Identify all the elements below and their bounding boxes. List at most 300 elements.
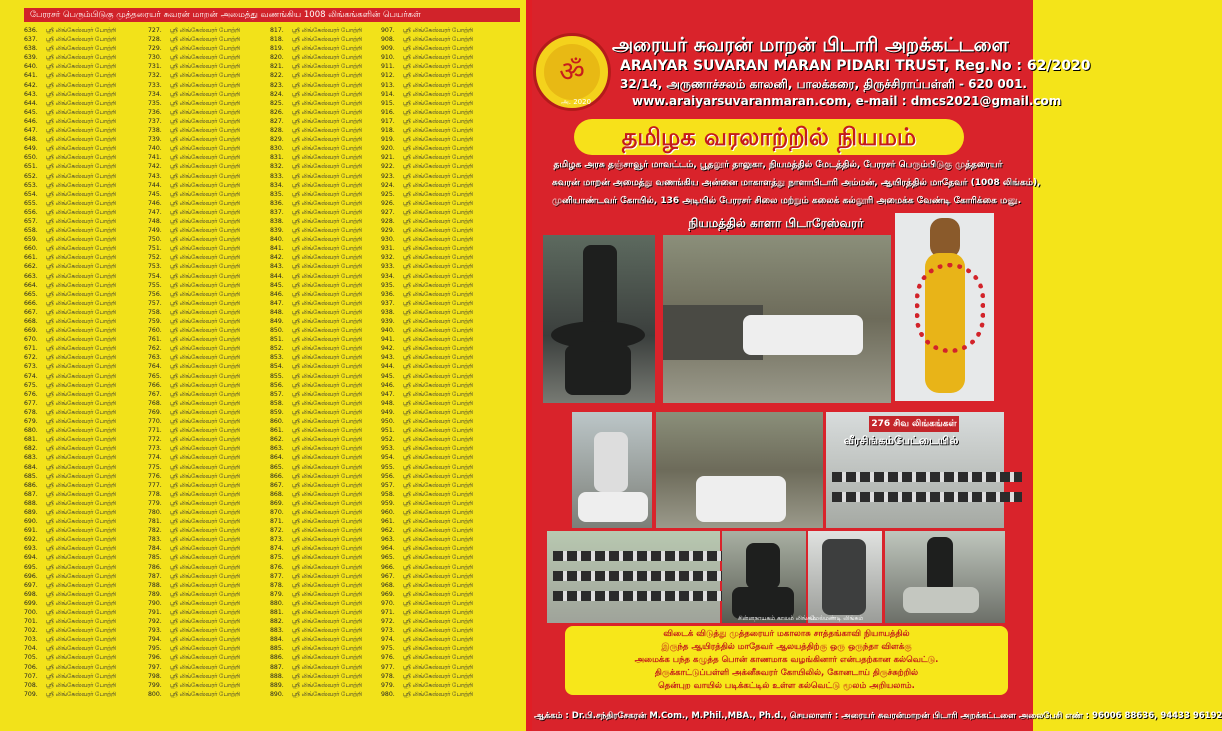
entry-text: ஸ்ரீ லிங்கேஸ்வரர் போற்றி xyxy=(170,27,241,34)
entry-number: 670. xyxy=(24,336,38,344)
entry-text: ஸ்ரீ லிங்கேஸ்வரர் போற்றி xyxy=(170,199,241,207)
entry-text: ஸ்ரீ லிங்கேஸ்வரர் போற்றி xyxy=(46,581,117,589)
name-entry xyxy=(148,262,273,271)
entry-number: 959. xyxy=(381,499,395,507)
entry-text: ஸ்ரீ லிங்கேஸ்வரர் போற்றி xyxy=(46,590,117,598)
name-entry xyxy=(270,644,395,653)
entry-number: 976. xyxy=(381,654,395,662)
entry-number: 772. xyxy=(148,436,162,444)
entry-text: ஸ்ரீ லிங்கேஸ்வரர் போற்றி xyxy=(292,227,363,235)
entry-text: ஸ்ரீ லிங்கேஸ்வரர் போற்றி xyxy=(292,681,363,689)
entry-number: 928. xyxy=(381,217,395,225)
name-entry xyxy=(381,317,506,326)
name-entry xyxy=(270,681,395,690)
entry-number: 919. xyxy=(381,136,395,144)
entry-number: 750. xyxy=(148,236,162,244)
om-icon: ॐ xyxy=(559,55,585,88)
entry-text: ஸ்ரீ லிங்கேஸ்வரர் போற்றி xyxy=(403,563,474,571)
names-column-1 xyxy=(24,26,149,706)
entry-text: ஸ்ரீ லிங்கேஸ்வரர் போற்றி xyxy=(292,63,363,71)
entry-number: 752. xyxy=(148,254,162,262)
name-entry xyxy=(24,99,149,108)
entry-text: ஸ்ரீ லிங்கேஸ்வரர் போற்றி xyxy=(292,672,363,680)
name-entry xyxy=(270,326,395,335)
name-entry xyxy=(270,508,395,517)
entry-text: ஸ்ரீ லிங்கேஸ்வரர் போற்றி xyxy=(403,445,474,453)
name-entry xyxy=(270,517,395,526)
entry-number: 787. xyxy=(148,572,162,580)
name-entry xyxy=(24,35,149,44)
name-entry xyxy=(381,281,506,290)
name-entry xyxy=(270,553,395,562)
photo-lingam-5 xyxy=(808,531,882,623)
name-entry xyxy=(24,381,149,390)
name-entry xyxy=(148,90,273,99)
entry-text: ஸ்ரீ லிங்கேஸ்வரர் போற்றி xyxy=(403,581,474,589)
entry-number: 696. xyxy=(24,572,38,580)
entry-number: 742. xyxy=(148,163,162,171)
entry-number: 860. xyxy=(270,418,284,426)
entry-text: ஸ்ரீ லிங்கேஸ்வரர் போற்றி xyxy=(292,390,363,398)
name-entry xyxy=(381,553,506,562)
entry-number: 702. xyxy=(24,627,38,635)
entry-number: 695. xyxy=(24,563,38,571)
name-entry xyxy=(24,644,149,653)
entry-number: 682. xyxy=(24,445,38,453)
entry-text: ஸ்ரீ லிங்கேஸ்வரர் போற்றி xyxy=(403,345,474,353)
name-entry xyxy=(24,408,149,417)
entry-number: 791. xyxy=(148,609,162,616)
name-entry xyxy=(381,53,506,62)
entry-text: ஸ்ரீ லிங்கேஸ்வரர் போற்றி xyxy=(46,499,117,507)
caption-top: நியமத்தில் காளா பிடாரேஸ்வரர் xyxy=(688,216,864,230)
entry-number: 678. xyxy=(24,408,38,416)
entry-number: 825. xyxy=(270,99,284,107)
entry-number: 948. xyxy=(381,399,395,407)
entry-number: 824. xyxy=(270,90,284,98)
entry-text: ஸ்ரீ லிங்கேஸ்வரர் போற்றி xyxy=(403,272,474,280)
entry-number: 922. xyxy=(381,163,395,171)
main-banner: தமிழக வரலாற்றில் நியமம் xyxy=(574,119,964,155)
entry-number: 782. xyxy=(148,527,162,535)
entry-number: 935. xyxy=(381,281,395,289)
entry-number: 842. xyxy=(270,254,284,262)
entry-number: 737. xyxy=(148,117,162,125)
name-entry xyxy=(24,199,149,208)
photo-lingam-field xyxy=(547,531,720,623)
name-entry xyxy=(270,35,395,44)
entry-text: ஸ்ரீ லிங்கேஸ்வரர் போற்றி xyxy=(292,363,363,371)
entry-text: ஸ்ரீ லிங்கேஸ்வரர் போற்றி xyxy=(292,645,363,653)
entry-text: ஸ்ரீ லிங்கேஸ்வரர் போற்றி xyxy=(403,127,474,135)
entry-text: ஸ்ரீ லிங்கேஸ்வரர் போற்றி xyxy=(46,290,117,298)
entry-number: 648. xyxy=(24,136,38,144)
entry-number: 858. xyxy=(270,399,284,407)
name-entry xyxy=(148,608,273,617)
entry-text: ஸ்ரீ லிங்கேஸ்வரர் போற்றி xyxy=(170,81,241,89)
entry-number: 924. xyxy=(381,181,395,189)
entry-text: ஸ்ரீ லிங்கேஸ்வரர் போற்றி xyxy=(292,563,363,571)
entry-text: ஸ்ரீ லிங்கேஸ்வரர் போற்றி xyxy=(403,363,474,371)
entry-number: 916. xyxy=(381,108,395,116)
entry-number: 945. xyxy=(381,372,395,380)
entry-number: 656. xyxy=(24,208,38,216)
entry-number: 689. xyxy=(24,508,38,516)
entry-text: ஸ்ரீ லிங்கேஸ்வரர் போற்றி xyxy=(292,181,363,189)
entry-number: 640. xyxy=(24,63,38,71)
entry-text: ஸ்ரீ லிங்கேஸ்வரர் போற்றி xyxy=(403,654,474,662)
entry-number: 785. xyxy=(148,554,162,562)
entry-number: 950. xyxy=(381,418,395,426)
entry-text: ஸ்ரீ லிங்கேஸ்வரர் போற்றி xyxy=(403,90,474,98)
name-entry xyxy=(381,190,506,199)
entry-text: ஸ்ரீ லிங்கேஸ்வரர் போற்றி xyxy=(403,190,474,198)
notice-line-1: விடைக் விடுத்து முத்தரையர் மகாலாசு சாத்தங்காவி நியாயத்தில் xyxy=(663,629,910,639)
entry-text: ஸ்ரீ லிங்கேஸ்வரர் போற்றி xyxy=(292,281,363,289)
entry-text: ஸ்ரீ லிங்கேஸ்வரர் போற்றி xyxy=(292,636,363,644)
entry-text: ஸ்ரீ லிங்கேஸ்வரர் போற்றி xyxy=(170,181,241,189)
entry-number: 757. xyxy=(148,299,162,307)
name-entry xyxy=(270,453,395,462)
name-entry xyxy=(270,544,395,553)
name-entry xyxy=(148,399,273,408)
entry-text: ஸ்ரீ லிங்கேஸ்வரர் போற்றி xyxy=(403,108,474,116)
entry-text: ஸ்ரீ லிங்கேஸ்வரர் போற்றி xyxy=(46,636,117,644)
entry-text: ஸ்ரீ லிங்கேஸ்வரர் போற்றி xyxy=(170,454,241,462)
entry-text: ஸ்ரீ லிங்கேஸ்வரர் போற்றி xyxy=(46,599,117,607)
name-entry xyxy=(270,590,395,599)
entry-text: ஸ்ரீ லிங்கேஸ்வரர் போற்றி xyxy=(170,227,241,235)
entry-number: 743. xyxy=(148,172,162,180)
entry-text: ஸ்ரீ லிங்கேஸ்வரர் போற்றி xyxy=(46,263,117,271)
entry-text: ஸ்ரீ லிங்கேஸ்வரர் போற்றி xyxy=(46,208,117,216)
name-entry xyxy=(24,144,149,153)
name-entry xyxy=(24,490,149,499)
entry-number: 844. xyxy=(270,272,284,280)
entry-text: ஸ்ரீ லிங்கேஸ்வரர் போற்றி xyxy=(46,299,117,307)
entry-text: ஸ்ரீ லிங்கேஸ்வரர் போற்றி xyxy=(292,99,363,107)
entry-text: ஸ்ரீ லிங்கேஸ்வரர் போற்றி xyxy=(403,645,474,653)
entry-text: ஸ்ரீ லிங்கேஸ்வரர் போற்றி xyxy=(46,190,117,198)
entry-text: ஸ்ரீ லிங்கேஸ்வரர் போற்றி xyxy=(403,318,474,325)
name-entry xyxy=(24,117,149,126)
entry-number: 838. xyxy=(270,217,284,225)
entry-text: ஸ்ரீ லிங்கேஸ்வரர் போற்றி xyxy=(46,572,117,580)
entry-number: 730. xyxy=(148,54,162,62)
entry-text: ஸ்ரீ லிங்கேஸ்வரர் போற்றி xyxy=(170,145,241,153)
entry-number: 929. xyxy=(381,227,395,235)
entry-text: ஸ்ரீ லிங்கேஸ்வரர் போற்றி xyxy=(170,399,241,407)
entry-text: ஸ்ரீ லிங்கேஸ்வரர் போற்றி xyxy=(46,136,117,144)
entry-text: ஸ்ரீ லிங்கேஸ்வரர் போற்றி xyxy=(403,181,474,189)
name-entry xyxy=(148,162,273,171)
entry-number: 952. xyxy=(381,436,395,444)
trust-address: 32/14, அருணாச்சலம் காலனி, பாலக்கரை, திருச்சிராப்பள்ளி - 620 001. xyxy=(620,77,1027,91)
entry-number: 699. xyxy=(24,599,38,607)
name-entry xyxy=(148,408,273,417)
entry-number: 958. xyxy=(381,490,395,498)
entry-text: ஸ்ரீ லிங்கேஸ்வரர் போற்றி xyxy=(403,254,474,262)
entry-number: 740. xyxy=(148,145,162,153)
entry-number: 642. xyxy=(24,81,38,89)
name-entry xyxy=(270,199,395,208)
entry-number: 867. xyxy=(270,481,284,489)
name-entry xyxy=(381,335,506,344)
entry-number: 953. xyxy=(381,445,395,453)
entry-number: 828. xyxy=(270,127,284,135)
name-entry xyxy=(270,281,395,290)
entry-text: ஸ்ரீ லிங்கேஸ்வரர் போற்றி xyxy=(403,508,474,516)
name-entry xyxy=(381,117,506,126)
name-entry xyxy=(270,290,395,299)
name-entry xyxy=(24,453,149,462)
entry-text: ஸ்ரீ லிங்கேஸ்வரர் போற்றி xyxy=(46,108,117,116)
name-entry xyxy=(270,690,395,699)
name-entry xyxy=(270,617,395,626)
entry-text: ஸ்ரீ லிங்கேஸ்வரர் போற்றி xyxy=(170,518,241,526)
entry-number: 973. xyxy=(381,627,395,635)
entry-text: ஸ்ரீ லிங்கேஸ்வரர் போற்றி xyxy=(403,27,474,34)
entry-number: 706. xyxy=(24,663,38,671)
entry-text: ஸ்ரீ லிங்கேஸ்வரர் போற்றி xyxy=(170,545,241,553)
entry-number: 768. xyxy=(148,399,162,407)
entry-text: ஸ்ரீ லிங்கேஸ்வரர் போற்றி xyxy=(403,136,474,144)
entry-number: 829. xyxy=(270,136,284,144)
entry-number: 733. xyxy=(148,81,162,89)
name-entry xyxy=(24,235,149,244)
entry-number: 839. xyxy=(270,227,284,235)
entry-text: ஸ்ரீ லிங்கேஸ்வரர் போற்றி xyxy=(292,318,363,325)
entry-text: ஸ்ரீ லிங்கேஸ்வரர் போற்றி xyxy=(46,172,117,180)
name-entry xyxy=(381,35,506,44)
name-entry xyxy=(270,535,395,544)
name-entry xyxy=(24,463,149,472)
entry-text: ஸ்ரீ லிங்கேஸ்வரர் போற்றி xyxy=(170,590,241,598)
entry-number: 822. xyxy=(270,72,284,80)
entry-text: ஸ்ரீ லிங்கேஸ்வரர் போற்றி xyxy=(46,72,117,80)
entry-number: 827. xyxy=(270,117,284,125)
entry-text: ஸ்ரீ லிங்கேஸ்வரர் போற்றி xyxy=(170,609,241,616)
names-column-3 xyxy=(270,26,395,706)
name-entry xyxy=(270,153,395,162)
name-entry xyxy=(381,108,506,117)
entry-number: 729. xyxy=(148,45,162,53)
name-entry xyxy=(381,262,506,271)
entry-text: ஸ்ரீ லிங்கேஸ்வரர் போற்றி xyxy=(403,436,474,444)
entry-number: 637. xyxy=(24,36,38,44)
entry-text: ஸ்ரீ லிங்கேஸ்வரர் போற்றி xyxy=(170,499,241,507)
entry-text: ஸ்ரீ லிங்கேஸ்வரர் போற்றி xyxy=(46,527,117,535)
name-entry xyxy=(148,44,273,53)
name-entry xyxy=(24,435,149,444)
name-entry xyxy=(24,299,149,308)
entry-number: 855. xyxy=(270,372,284,380)
name-entry xyxy=(270,635,395,644)
entry-text: ஸ்ரீ லிங்கேஸ்வரர் போற்றி xyxy=(403,418,474,426)
name-entry xyxy=(270,372,395,381)
entry-text: ஸ்ரீ லிங்கேஸ்வரர் போற்றி xyxy=(403,408,474,416)
name-entry xyxy=(24,599,149,608)
entry-number: 864. xyxy=(270,454,284,462)
entry-number: 821. xyxy=(270,63,284,71)
entry-text: ஸ்ரீ லிங்கேஸ்வரர் போற்றி xyxy=(46,645,117,653)
inscription-notice xyxy=(565,626,1008,695)
entry-text: ஸ்ரீ லிங்கேஸ்வரர் போற்றி xyxy=(292,45,363,53)
entry-number: 784. xyxy=(148,545,162,553)
name-entry xyxy=(381,344,506,353)
entry-text: ஸ்ரீ லிங்கேஸ்வரர் போற்றி xyxy=(170,490,241,498)
entry-text: ஸ்ரீ லிங்கேஸ்வரர் போற்றி xyxy=(292,190,363,198)
entry-number: 888. xyxy=(270,672,284,680)
entry-number: 744. xyxy=(148,181,162,189)
entry-text: ஸ்ரீ லிங்கேஸ்வரர் போற்றி xyxy=(46,363,117,371)
name-entry xyxy=(381,644,506,653)
name-entry xyxy=(148,544,273,553)
entry-text: ஸ்ரீ லிங்கேஸ்வரர் போற்றி xyxy=(46,308,117,316)
entry-text: ஸ்ரீ லிங்கேஸ்வரர் போற்றி xyxy=(292,609,363,616)
entry-text: ஸ்ரீ லிங்கேஸ்வரர் போற்றி xyxy=(403,609,474,616)
entry-number: 770. xyxy=(148,418,162,426)
entry-text: ஸ்ரீ லிங்கேஸ்வரர் போற்றி xyxy=(292,308,363,316)
entry-text: ஸ்ரீ லிங்கேஸ்வரர் போற்றி xyxy=(170,281,241,289)
description-line-2: சுவரன் மாறன் அமைத்து வணங்கிய அன்னை மாகாளத்து நாளாபிடாரி அம்மன், ஆயிரத்தில் மாதேவர் (1008 லிங்கம்), xyxy=(552,178,1041,188)
entry-number: 661. xyxy=(24,254,38,262)
name-entry xyxy=(148,199,273,208)
name-entry xyxy=(381,608,506,617)
entry-text: ஸ்ரீ லிங்கேஸ்வரர் போற்றி xyxy=(403,427,474,435)
entry-number: 910. xyxy=(381,54,395,62)
entry-number: 762. xyxy=(148,345,162,353)
name-entry xyxy=(270,217,395,226)
entry-number: 823. xyxy=(270,81,284,89)
entry-number: 868. xyxy=(270,490,284,498)
name-entry xyxy=(381,153,506,162)
entry-number: 736. xyxy=(148,108,162,116)
entry-number: 956. xyxy=(381,472,395,480)
entry-text: ஸ்ரீ லிங்கேஸ்வரர் போற்றி xyxy=(170,172,241,180)
name-entry xyxy=(381,99,506,108)
trust-title-tamil: அரையர் சுவரன் மாறன் பிடாரி அறக்கட்டளை xyxy=(612,34,1009,56)
entry-text: ஸ்ரீ லிங்கேஸ்வரர் போற்றி xyxy=(292,199,363,207)
photo-lingam-2 xyxy=(572,412,652,528)
name-entry xyxy=(270,144,395,153)
name-entry xyxy=(270,663,395,672)
entry-number: 980. xyxy=(381,690,395,698)
entry-number: 908. xyxy=(381,36,395,44)
name-entry xyxy=(381,226,506,235)
entry-text: ஸ்ரீ லிங்கேஸ்வரர் போற்றி xyxy=(292,427,363,435)
entry-number: 666. xyxy=(24,299,38,307)
name-entry xyxy=(24,581,149,590)
name-entry xyxy=(24,481,149,490)
entry-number: 650. xyxy=(24,154,38,162)
entry-number: 878. xyxy=(270,581,284,589)
name-entry xyxy=(270,262,395,271)
entry-text: ஸ்ரீ லிங்கேஸ்வரர் போற்றி xyxy=(46,436,117,444)
name-entry xyxy=(270,581,395,590)
entry-text: ஸ்ரீ லிங்கேஸ்வரர் போற்றி xyxy=(46,681,117,689)
name-entry xyxy=(148,517,273,526)
entry-text: ஸ்ரீ லிங்கேஸ்வரர் போற்றி xyxy=(170,318,241,325)
entry-text: ஸ்ரீ லிங்கேஸ்வரர் போற்றி xyxy=(46,672,117,680)
name-entry xyxy=(148,126,273,135)
entry-number: 777. xyxy=(148,481,162,489)
entry-text: ஸ்ரீ லிங்கேஸ்வரர் போற்றி xyxy=(170,263,241,271)
name-entry xyxy=(381,71,506,80)
name-entry xyxy=(270,626,395,635)
entry-text: ஸ்ரீ லிங்கேஸ்வரர் போற்றி xyxy=(46,54,117,62)
entry-text: ஸ்ரீ லிங்கேஸ்வரர் போற்றி xyxy=(46,481,117,489)
name-entry xyxy=(270,381,395,390)
name-entry xyxy=(381,526,506,535)
name-entry xyxy=(270,526,395,535)
entry-text: ஸ்ரீ லிங்கேஸ்வரர் போற்றி xyxy=(403,618,474,626)
entry-text: ஸ்ரீ லிங்கேஸ்வரர் போற்றி xyxy=(403,372,474,380)
entry-text: ஸ்ரீ லிங்கேஸ்வரர் போற்றி xyxy=(46,281,117,289)
entry-number: 687. xyxy=(24,490,38,498)
entry-text: ஸ்ரீ லிங்கேஸ்வரர் போற்றி xyxy=(292,581,363,589)
entry-number: 854. xyxy=(270,363,284,371)
entry-number: 843. xyxy=(270,263,284,271)
entry-number: 837. xyxy=(270,208,284,216)
name-entry xyxy=(24,626,149,635)
name-entry xyxy=(381,508,506,517)
name-entry xyxy=(24,672,149,681)
entry-number: 965. xyxy=(381,554,395,562)
name-entry xyxy=(24,444,149,453)
entry-number: 971. xyxy=(381,609,395,616)
name-entry xyxy=(24,53,149,62)
entry-number: 694. xyxy=(24,554,38,562)
entry-text: ஸ்ரீ லிங்கேஸ்வரர் போற்றி xyxy=(292,572,363,580)
entry-number: 672. xyxy=(24,354,38,362)
entry-number: 955. xyxy=(381,463,395,471)
photo-lingam-3 xyxy=(656,412,823,528)
entry-text: ஸ்ரீ லிங்கேஸ்வரர் போற்றி xyxy=(403,536,474,544)
entry-text: ஸ்ரீ லிங்கேஸ்வரர் போற்றி xyxy=(403,454,474,462)
entry-text: ஸ்ரீ லிங்கேஸ்வரர் போற்றி xyxy=(403,499,474,507)
entry-number: 921. xyxy=(381,154,395,162)
entry-text: ஸ்ரீ லிங்கேஸ்வரர் போற்றி xyxy=(46,445,117,453)
name-entry xyxy=(381,308,506,317)
entry-text: ஸ்ரீ லிங்கேஸ்வரர் போற்றி xyxy=(170,36,241,44)
name-entry xyxy=(148,62,273,71)
entry-text: ஸ்ரீ லிங்கேஸ்வரர் போற்றி xyxy=(170,390,241,398)
entry-number: 836. xyxy=(270,199,284,207)
entry-text: ஸ்ரீ லிங்கேஸ்வரர் போற்றி xyxy=(170,290,241,298)
entry-text: ஸ்ரீ லிங்கேஸ்வரர் போற்றி xyxy=(403,290,474,298)
name-entry xyxy=(148,226,273,235)
name-entry xyxy=(270,463,395,472)
name-entry xyxy=(381,653,506,662)
name-entry xyxy=(381,326,506,335)
entry-number: 875. xyxy=(270,554,284,562)
entry-number: 684. xyxy=(24,463,38,471)
entry-text: ஸ்ரீ லிங்கேஸ்வரர் போற்றி xyxy=(170,690,241,698)
entry-text: ஸ்ரீ லிங்கேஸ்வரர் போற்றி xyxy=(170,336,241,344)
entry-number: 978. xyxy=(381,672,395,680)
entry-text: ஸ்ரீ லிங்கேஸ்வரர் போற்றி xyxy=(292,436,363,444)
entry-text: ஸ்ரீ லிங்கேஸ்வரர் போற்றி xyxy=(46,90,117,98)
entry-text: ஸ்ரீ லிங்கேஸ்வரர் போற்றி xyxy=(46,36,117,44)
entry-text: ஸ்ரீ லிங்கேஸ்வரர் போற்றி xyxy=(292,627,363,635)
entry-text: ஸ்ரீ லிங்கேஸ்வரர் போற்றி xyxy=(46,508,117,516)
entry-text: ஸ்ரீ லிங்கேஸ்வரர் போற்றி xyxy=(403,163,474,171)
list-header: பேரரசர் பெரும்பிடுகு முத்தரையர் சுவரன் மாறன் அமைத்து வணங்கிய 1008 லிங்கங்களின் பெயர்கள் xyxy=(24,8,520,22)
entry-text: ஸ்ரீ லிங்கேஸ்வரர் போற்றி xyxy=(170,654,241,662)
entry-text: ஸ்ரீ லிங்கேஸ்வரர் போற்றி xyxy=(403,299,474,307)
entry-number: 660. xyxy=(24,245,38,253)
